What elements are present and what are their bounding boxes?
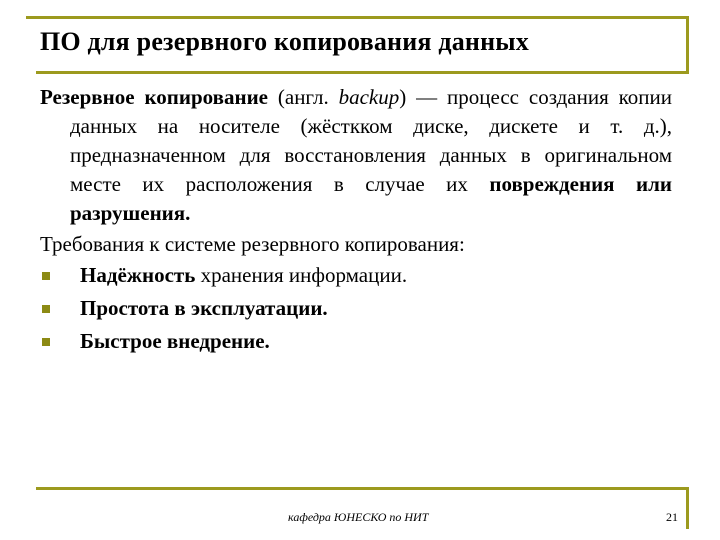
square-bullet-icon — [42, 272, 50, 280]
definition-pre-latin: (англ. — [268, 85, 339, 109]
square-bullet-icon — [42, 305, 50, 313]
bullet-bold-text: Простота в эксплуатации. — [80, 296, 328, 320]
bullet-bold-text: Быстрое внедрение. — [80, 329, 270, 353]
requirements-heading: Требования к системе резервного копирования: — [40, 232, 465, 256]
definition-text: ) — процесс создания копии данных на носителе (жёсткком диске, дискете и т. д.), предназначенном для восстановления данных в оригинальном месте их расположения в случае их — [70, 85, 672, 196]
page-number: 21 — [666, 510, 678, 524]
definition-tail: повреждения или разрушения. — [70, 172, 672, 225]
definition-paragraph — [40, 83, 672, 228]
right-border-line — [686, 16, 689, 74]
title-underline — [36, 71, 689, 74]
footer-text: кафедра ЮНЕСКО по НИТ — [288, 510, 429, 524]
footer-right-line — [686, 487, 689, 529]
definition-latin: backup — [338, 85, 400, 109]
footer-border-line — [36, 487, 689, 490]
definition-term: Резервное копирование — [40, 85, 268, 109]
list-item — [40, 325, 672, 358]
requirements-list — [40, 259, 672, 358]
bullet-bold-text: Надёжность — [80, 263, 196, 287]
square-bullet-icon — [42, 338, 50, 346]
slide-content — [40, 83, 672, 358]
slide-title: ПО для резервного копирования данных — [40, 27, 529, 56]
bullet-rest-text: хранения информации. — [195, 263, 408, 287]
list-item — [40, 259, 672, 292]
top-border-line — [26, 16, 688, 19]
list-item — [40, 292, 672, 325]
